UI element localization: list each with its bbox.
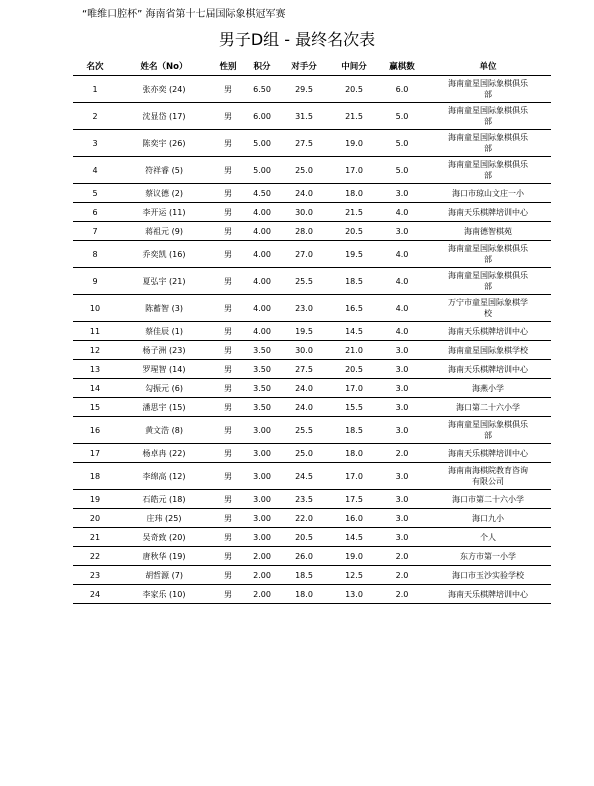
wins-cell: 5.0 [379,103,425,130]
club-name: 海南童星国际象棋俱乐部 [448,244,528,264]
median-score-cell: 18.5 [329,417,379,444]
club-cell [425,463,551,490]
wins-cell: 3.0 [379,360,425,379]
opponent-score-cell: 23.0 [279,295,329,322]
rank-cell: 17 [73,444,117,463]
event-title: “唯维口腔杯” 海南省第十七届国际象棋冠军赛 [82,9,286,20]
club-name: 个人 [480,532,496,542]
club-name: 海口市第二十六小学 [452,494,524,504]
rank-cell: 6 [73,203,117,222]
table-row [73,222,551,241]
club-cell [425,547,551,566]
opponent-score-cell: 30.0 [279,203,329,222]
opponent-score-cell: 25.5 [279,417,329,444]
points-cell: 5.00 [245,130,279,157]
column-header-name: 姓名（No） [117,59,211,76]
name-cell: 潘思宇 (15) [117,398,211,417]
table-row [73,103,551,130]
name-cell: 陈奕宇 (26) [117,130,211,157]
median-score-cell: 17.0 [329,463,379,490]
club-cell [425,76,551,103]
wins-cell: 4.0 [379,295,425,322]
club-name: 海南天乐棋牌培训中心 [448,326,528,336]
club-name: 东方市第一小学 [460,551,516,561]
median-score-cell: 17.5 [329,490,379,509]
table-row [73,398,551,417]
club-name: 海南德智棋苑 [464,226,512,236]
gender-cell: 男 [211,444,245,463]
wins-cell: 3.0 [379,417,425,444]
points-cell: 4.50 [245,184,279,203]
rank-cell: 24 [73,585,117,604]
club-cell [425,509,551,528]
name-cell: 李开运 (11) [117,203,211,222]
name-cell: 乔奕凯 (16) [117,241,211,268]
column-header-median-score: 中间分 [329,59,379,76]
rank-cell: 20 [73,509,117,528]
rank-cell: 10 [73,295,117,322]
gender-cell: 男 [211,360,245,379]
gender-cell: 男 [211,130,245,157]
table-row [73,241,551,268]
gender-cell: 男 [211,203,245,222]
club-name: 海南童星国际象棋俱乐部 [448,106,528,126]
gender-cell: 男 [211,379,245,398]
points-cell: 4.00 [245,322,279,341]
name-cell: 符祥睿 (5) [117,157,211,184]
club-name: 海口第二十六小学 [456,402,520,412]
median-score-cell: 20.5 [329,76,379,103]
wins-cell: 3.0 [379,463,425,490]
opponent-score-cell: 24.0 [279,379,329,398]
wins-cell: 3.0 [379,398,425,417]
club-cell [425,130,551,157]
table-row [73,322,551,341]
table-row [73,509,551,528]
club-name: 海口市琼山文庄一小 [452,188,524,198]
points-cell: 2.00 [245,547,279,566]
rank-cell: 11 [73,322,117,341]
points-cell: 4.00 [245,203,279,222]
column-header-rank: 名次 [73,59,117,76]
wins-cell: 5.0 [379,157,425,184]
club-cell [425,241,551,268]
points-cell: 3.50 [245,360,279,379]
club-name: 海南童星国际象棋学校 [448,345,528,355]
opponent-score-cell: 31.5 [279,103,329,130]
opponent-score-cell: 24.0 [279,398,329,417]
wins-cell: 3.0 [379,222,425,241]
opponent-score-cell: 27.0 [279,241,329,268]
opponent-score-cell: 27.5 [279,360,329,379]
table-row [73,157,551,184]
rank-cell: 23 [73,566,117,585]
club-cell [425,103,551,130]
gender-cell: 男 [211,241,245,268]
name-cell: 唐秋华 (19) [117,547,211,566]
column-header-wins: 赢棋数 [379,59,425,76]
gender-cell: 男 [211,268,245,295]
median-score-cell: 19.0 [329,547,379,566]
points-cell: 3.50 [245,398,279,417]
name-cell: 吴奇致 (20) [117,528,211,547]
name-cell: 杨卓冉 (22) [117,444,211,463]
table-row [73,268,551,295]
rank-cell: 18 [73,463,117,490]
opponent-score-cell: 24.5 [279,463,329,490]
median-score-cell: 14.5 [329,528,379,547]
opponent-score-cell: 18.5 [279,566,329,585]
table-row [73,444,551,463]
table-row [73,360,551,379]
opponent-score-cell: 25.5 [279,268,329,295]
table-row [73,76,551,103]
median-score-cell: 21.5 [329,203,379,222]
column-header-club: 单位 [425,59,551,76]
club-name: 海南天乐棋牌培训中心 [448,364,528,374]
table-header-row [73,59,551,76]
opponent-score-cell: 19.5 [279,322,329,341]
table-row [73,528,551,547]
rank-cell: 1 [73,76,117,103]
rank-cell: 2 [73,103,117,130]
table-row [73,547,551,566]
rank-cell: 21 [73,528,117,547]
points-cell: 2.00 [245,566,279,585]
table-row [73,463,551,490]
club-cell [425,379,551,398]
points-cell: 4.00 [245,241,279,268]
gender-cell: 男 [211,528,245,547]
median-score-cell: 18.5 [329,268,379,295]
column-header-opponent-score: 对手分 [279,59,329,76]
wins-cell: 4.0 [379,241,425,268]
opponent-score-cell: 30.0 [279,341,329,360]
opponent-score-cell: 20.5 [279,528,329,547]
name-cell: 蔡议德 (2) [117,184,211,203]
gender-cell: 男 [211,398,245,417]
median-score-cell: 15.5 [329,398,379,417]
opponent-score-cell: 26.0 [279,547,329,566]
rank-cell: 15 [73,398,117,417]
table-row [73,379,551,398]
name-cell: 蔡佳辰 (1) [117,322,211,341]
median-score-cell: 14.5 [329,322,379,341]
wins-cell: 5.0 [379,130,425,157]
rank-cell: 22 [73,547,117,566]
club-cell [425,417,551,444]
points-cell: 3.00 [245,490,279,509]
gender-cell: 男 [211,463,245,490]
club-name: 海南童星国际象棋俱乐部 [448,420,528,440]
rank-cell: 13 [73,360,117,379]
club-name: 海燕小学 [472,383,504,393]
opponent-score-cell: 22.0 [279,509,329,528]
median-score-cell: 17.0 [329,379,379,398]
wins-cell: 3.0 [379,379,425,398]
median-score-cell: 19.0 [329,130,379,157]
table-row [73,341,551,360]
opponent-score-cell: 25.0 [279,444,329,463]
median-score-cell: 20.5 [329,360,379,379]
median-score-cell: 18.0 [329,444,379,463]
points-cell: 4.00 [245,268,279,295]
gender-cell: 男 [211,103,245,130]
club-cell [425,157,551,184]
points-cell: 3.00 [245,463,279,490]
club-name: 海南天乐棋牌培训中心 [448,448,528,458]
name-cell: 黄文浩 (8) [117,417,211,444]
median-score-cell: 21.0 [329,341,379,360]
median-score-cell: 18.0 [329,184,379,203]
wins-cell: 2.0 [379,566,425,585]
table-row [73,585,551,604]
points-cell: 3.50 [245,379,279,398]
median-score-cell: 21.5 [329,103,379,130]
points-cell: 3.00 [245,509,279,528]
points-cell: 3.00 [245,417,279,444]
name-cell: 庄玮 (25) [117,509,211,528]
name-cell: 胡哲源 (7) [117,566,211,585]
wins-cell: 3.0 [379,490,425,509]
points-cell: 3.00 [245,528,279,547]
gender-cell: 男 [211,547,245,566]
club-name: 海口市玉沙实验学校 [452,570,524,580]
name-cell: 张亦奕 (24) [117,76,211,103]
median-score-cell: 19.5 [329,241,379,268]
club-cell [425,222,551,241]
name-cell: 杨子洲 (23) [117,341,211,360]
name-cell: 罗瑆智 (14) [117,360,211,379]
column-header-gender: 性别 [211,59,245,76]
gender-cell: 男 [211,157,245,184]
points-cell: 5.00 [245,157,279,184]
gender-cell: 男 [211,585,245,604]
table-row [73,184,551,203]
rank-cell: 12 [73,341,117,360]
club-name: 海南童星国际象棋俱乐部 [448,133,528,153]
gender-cell: 男 [211,76,245,103]
table-row [73,490,551,509]
rank-cell: 3 [73,130,117,157]
name-cell: 石皓元 (18) [117,490,211,509]
club-cell [425,566,551,585]
wins-cell: 4.0 [379,268,425,295]
column-header-points: 积分 [245,59,279,76]
rank-cell: 5 [73,184,117,203]
table-row [73,417,551,444]
club-cell [425,341,551,360]
wins-cell: 4.0 [379,322,425,341]
gender-cell: 男 [211,509,245,528]
wins-cell: 2.0 [379,547,425,566]
table-row [73,295,551,322]
table-row [73,130,551,157]
points-cell: 3.00 [245,444,279,463]
gender-cell: 男 [211,222,245,241]
table-row [73,203,551,222]
name-cell: 夏弘宇 (21) [117,268,211,295]
club-cell [425,322,551,341]
standings-table [73,59,551,604]
rank-cell: 9 [73,268,117,295]
club-name: 万宁市童星国际象棋学校 [448,298,528,318]
points-cell: 2.00 [245,585,279,604]
name-cell: 陈蓄智 (3) [117,295,211,322]
club-name: 海南童星国际象棋俱乐部 [448,271,528,291]
gender-cell: 男 [211,322,245,341]
club-cell [425,184,551,203]
gender-cell: 男 [211,295,245,322]
points-cell: 4.00 [245,295,279,322]
rank-cell: 14 [73,379,117,398]
gender-cell: 男 [211,417,245,444]
wins-cell: 2.0 [379,585,425,604]
name-cell: 李绵高 (12) [117,463,211,490]
opponent-score-cell: 29.5 [279,76,329,103]
wins-cell: 2.0 [379,444,425,463]
club-name: 海南天乐棋牌培训中心 [448,207,528,217]
gender-cell: 男 [211,341,245,360]
opponent-score-cell: 28.0 [279,222,329,241]
points-cell: 6.00 [245,103,279,130]
name-cell: 蒋祖元 (9) [117,222,211,241]
wins-cell: 4.0 [379,203,425,222]
club-cell [425,268,551,295]
points-cell: 3.50 [245,341,279,360]
club-cell [425,444,551,463]
points-cell: 6.50 [245,76,279,103]
rank-cell: 4 [73,157,117,184]
table-row [73,566,551,585]
name-cell: 沈显岱 (17) [117,103,211,130]
median-score-cell: 12.5 [329,566,379,585]
rank-cell: 7 [73,222,117,241]
club-name: 海口九小 [472,513,504,523]
median-score-cell: 16.5 [329,295,379,322]
median-score-cell: 17.0 [329,157,379,184]
rank-cell: 8 [73,241,117,268]
club-cell [425,295,551,322]
opponent-score-cell: 18.0 [279,585,329,604]
club-cell [425,490,551,509]
club-cell [425,203,551,222]
wins-cell: 3.0 [379,509,425,528]
club-name: 海南童星国际象棋俱乐部 [448,79,528,99]
gender-cell: 男 [211,184,245,203]
club-cell [425,360,551,379]
name-cell: 勾振元 (6) [117,379,211,398]
wins-cell: 3.0 [379,528,425,547]
club-cell [425,398,551,417]
wins-cell: 3.0 [379,341,425,360]
club-name: 海南南海棋院教育咨询有限公司 [448,466,528,486]
name-cell: 李家乐 (10) [117,585,211,604]
opponent-score-cell: 25.0 [279,157,329,184]
rank-cell: 19 [73,490,117,509]
median-score-cell: 20.5 [329,222,379,241]
club-cell [425,585,551,604]
club-name: 海南天乐棋牌培训中心 [448,589,528,599]
club-name: 海南童星国际象棋俱乐部 [448,160,528,180]
opponent-score-cell: 27.5 [279,130,329,157]
median-score-cell: 16.0 [329,509,379,528]
median-score-cell: 13.0 [329,585,379,604]
opponent-score-cell: 23.5 [279,490,329,509]
rank-cell: 16 [73,417,117,444]
club-cell [425,528,551,547]
wins-cell: 3.0 [379,184,425,203]
wins-cell: 6.0 [379,76,425,103]
opponent-score-cell: 24.0 [279,184,329,203]
points-cell: 4.00 [245,222,279,241]
document-title: 男子D组 - 最终名次表 [218,30,376,49]
gender-cell: 男 [211,566,245,585]
gender-cell: 男 [211,490,245,509]
